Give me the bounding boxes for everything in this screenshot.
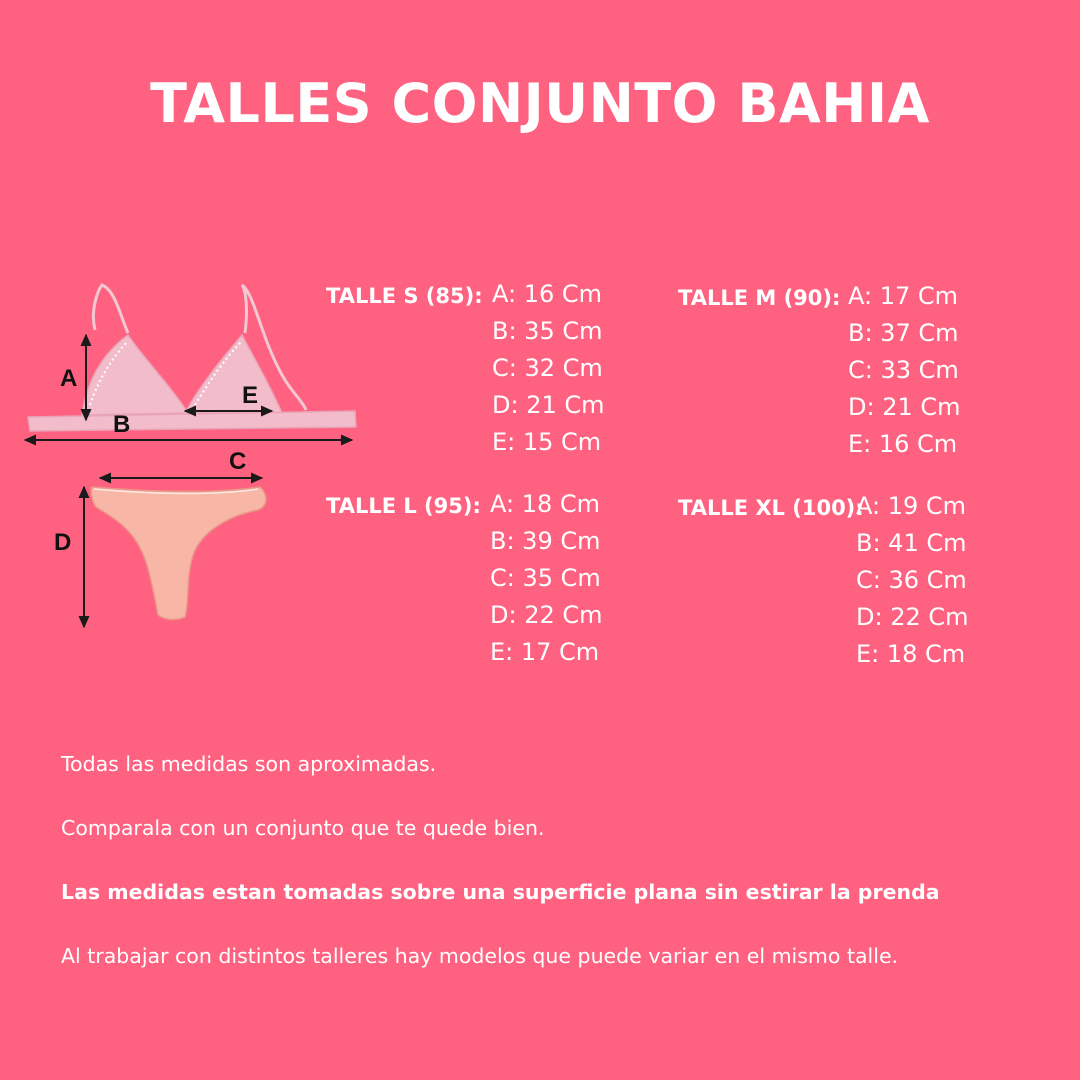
measure-a: A: 16 Cm <box>492 280 603 308</box>
measure-e: E: 18 Cm <box>856 640 966 668</box>
measure-e: E: 16 Cm <box>848 430 958 458</box>
bikini-measurement-diagram <box>20 275 370 635</box>
measure-b: B: 35 Cm <box>492 317 603 345</box>
label-b: B <box>113 411 131 438</box>
label-e: E <box>242 382 259 409</box>
measure-a: A: 18 Cm <box>490 490 601 518</box>
size-values <box>856 488 969 673</box>
size-values <box>490 486 603 671</box>
bikini-bottom <box>91 487 266 619</box>
bra-cup-left <box>82 335 188 415</box>
size-block-xl <box>678 488 969 673</box>
measure-d: D: 22 Cm <box>490 601 603 629</box>
bra-band <box>28 411 356 431</box>
note-compare: Comparala con un conjunto que te quede bien. <box>61 816 545 840</box>
size-block-m <box>678 278 961 463</box>
measure-d: D: 21 Cm <box>492 391 605 419</box>
measure-c: C: 33 Cm <box>848 356 959 384</box>
label-c: C <box>229 448 247 475</box>
page-title: TALLES CONJUNTO BAHIA <box>150 72 930 135</box>
label-d: D <box>54 529 72 556</box>
note-approximate: Todas las medidas son aproximadas. <box>61 752 437 776</box>
measure-a: A: 17 Cm <box>848 282 959 310</box>
measure-e: E: 17 Cm <box>490 638 600 666</box>
measure-a: A: 19 Cm <box>856 492 967 520</box>
size-block-l <box>326 486 603 671</box>
measure-c: C: 35 Cm <box>490 564 601 592</box>
measure-b: B: 39 Cm <box>490 527 601 555</box>
label-a: A <box>60 365 78 392</box>
size-label: TALLE M (90): <box>678 286 841 310</box>
size-block-s <box>326 276 605 461</box>
size-label: TALLE S (85): <box>326 284 483 308</box>
size-values <box>848 278 961 463</box>
measure-b: B: 37 Cm <box>848 319 959 347</box>
measure-c: C: 36 Cm <box>856 566 967 594</box>
size-label: TALLE L (95): <box>326 494 481 518</box>
note-workshops: Al trabajar con distintos talleres hay modelos que puede variar en el mismo talle. <box>61 944 899 968</box>
measure-b: B: 41 Cm <box>856 529 967 557</box>
size-values <box>492 276 605 461</box>
measure-c: C: 32 Cm <box>492 354 603 382</box>
bra-strap-left <box>93 285 128 333</box>
note-flat-surface: Las medidas estan tomadas sobre una superficie plana sin estirar la prenda <box>61 880 940 904</box>
measure-e: E: 15 Cm <box>492 428 602 456</box>
measure-d: D: 21 Cm <box>848 393 961 421</box>
measure-d: D: 22 Cm <box>856 603 969 631</box>
size-label: TALLE XL (100): <box>678 496 864 520</box>
